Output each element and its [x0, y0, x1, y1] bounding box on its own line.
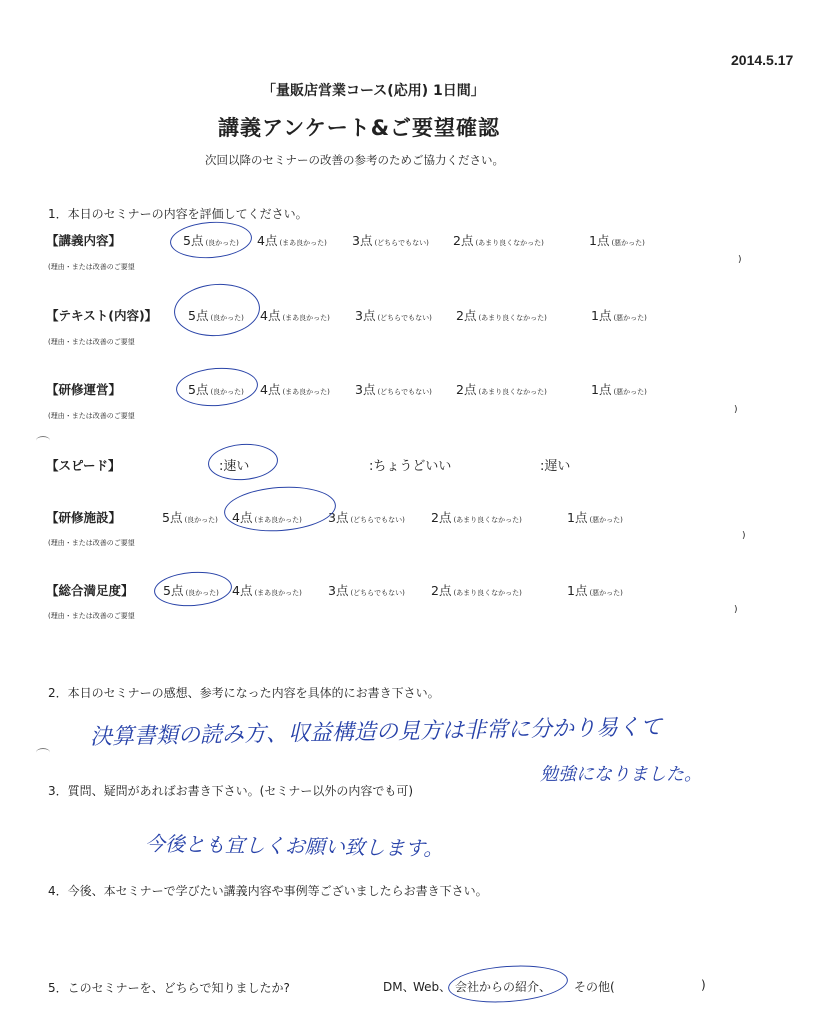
q3-prompt: 3．質問、疑問があればお書き下さい。(セミナー以外の内容でも可) [48, 784, 414, 798]
option-other[interactable]: その他( [574, 980, 615, 994]
selection-circle [223, 483, 338, 535]
close-paren: ) [734, 605, 738, 615]
page-title: 講義アンケート&ご要望確認 [218, 116, 501, 140]
close-paren: ) [738, 255, 742, 265]
reason-note: (理由・または改善のご要望 [48, 263, 135, 271]
speed-fast-option[interactable]: :速い [219, 459, 250, 474]
q4-prompt: 4．今後、本セミナーで学びたい講義内容や事例等ございましたらお書き下さい。 [48, 884, 488, 898]
option-5[interactable]: 5点 (良かった) [162, 510, 218, 525]
q1-prompt: 1．本日のセミナーの内容を評価してください。 [48, 207, 308, 221]
selection-circle [169, 219, 253, 261]
option-4[interactable]: 4点 (まあ良かった) [232, 583, 302, 598]
selection-circle [447, 962, 569, 1006]
option-5[interactable]: 5点 (良かった) [183, 233, 239, 248]
close-paren: ) [742, 531, 746, 541]
close-paren: ) [734, 405, 738, 415]
option-4[interactable]: 4点 (まあ良かった) [260, 382, 330, 397]
option-3[interactable]: 3点 (どちらでもない) [352, 233, 429, 248]
q3-handwritten-answer: 今後とも宜しくお願い致します。 [144, 831, 444, 861]
option-1[interactable]: 1点 (悪かった) [589, 233, 645, 248]
scan-mark [36, 436, 50, 445]
option-5[interactable]: 5点 (良かった) [188, 308, 244, 323]
q2-prompt: 2．本日のセミナーの感想、参考になった内容を具体的にお書き下さい。 [48, 686, 440, 700]
option-3[interactable]: 3点 (どちらでもない) [328, 583, 405, 598]
row-label: 【総合満足度】 [46, 583, 134, 598]
option-1[interactable]: 1点 (悪かった) [567, 583, 623, 598]
option-1[interactable]: 1点 (悪かった) [591, 308, 647, 323]
option-3[interactable]: 3点 (どちらでもない) [355, 382, 432, 397]
reason-note: (理由・または改善のご要望 [48, 539, 135, 547]
option-other-close: ) [701, 978, 706, 992]
option-company-referral[interactable]: 会社からの紹介、 [455, 980, 552, 994]
option-2[interactable]: 2点 (あまり良くなかった) [456, 308, 547, 323]
option-5[interactable]: 5点 (良かった) [188, 382, 244, 397]
row-label: 【テキスト(内容)】 [46, 308, 158, 323]
option-2[interactable]: 2点 (あまり良くなかった) [431, 583, 522, 598]
row-label: 【研修運営】 [46, 382, 122, 397]
selection-circle [153, 569, 233, 608]
option-4[interactable]: 4点 (まあ良かった) [232, 510, 302, 525]
option-2[interactable]: 2点 (あまり良くなかった) [431, 510, 522, 525]
scan-mark [36, 748, 50, 757]
option-1[interactable]: 1点 (悪かった) [591, 382, 647, 397]
option-dm[interactable]: DM、 [383, 980, 415, 994]
option-4[interactable]: 4点 (まあ良かった) [260, 308, 330, 323]
reason-note: (理由・または改善のご要望 [48, 338, 135, 346]
speed-label: 【スピード】 [46, 458, 121, 473]
speed-ok-option[interactable]: :ちょうどいい [369, 459, 452, 474]
option-4[interactable]: 4点 (まあ良かった) [257, 233, 327, 248]
reason-note: (理由・または改善のご要望 [48, 412, 135, 420]
q5-prompt: 5．このセミナーを、どちらで知りましたか? [48, 981, 290, 995]
q2-handwritten-answer-line2: 勉強になりました。 [540, 764, 702, 785]
option-3[interactable]: 3点 (どちらでもない) [328, 510, 405, 525]
row-label: 【講義内容】 [46, 233, 122, 248]
survey-date: 2014.5.17 [731, 52, 794, 68]
selection-circle [207, 442, 279, 483]
selection-circle [172, 281, 261, 339]
row-label: 【研修施設】 [46, 510, 122, 525]
option-2[interactable]: 2点 (あまり良くなかった) [456, 382, 547, 397]
reason-note: (理由・または改善のご要望 [48, 612, 135, 620]
subtitle: 次回以降のセミナーの改善の参考のためご協力ください。 [205, 153, 504, 167]
option-3[interactable]: 3点 (どちらでもない) [355, 308, 432, 323]
option-2[interactable]: 2点 (あまり良くなかった) [453, 233, 544, 248]
option-web[interactable]: Web、 [413, 980, 452, 994]
option-5[interactable]: 5点 (良かった) [163, 583, 219, 598]
option-1[interactable]: 1点 (悪かった) [567, 510, 623, 525]
q2-handwritten-answer-line1: 決算書類の読み方、収益構造の見方は非常に分かり易くて [89, 715, 663, 750]
speed-slow-option[interactable]: :遅い [540, 459, 571, 474]
course-name: 「量販店営業コース(応用) 1日間」 [262, 83, 485, 99]
selection-circle [175, 365, 259, 409]
